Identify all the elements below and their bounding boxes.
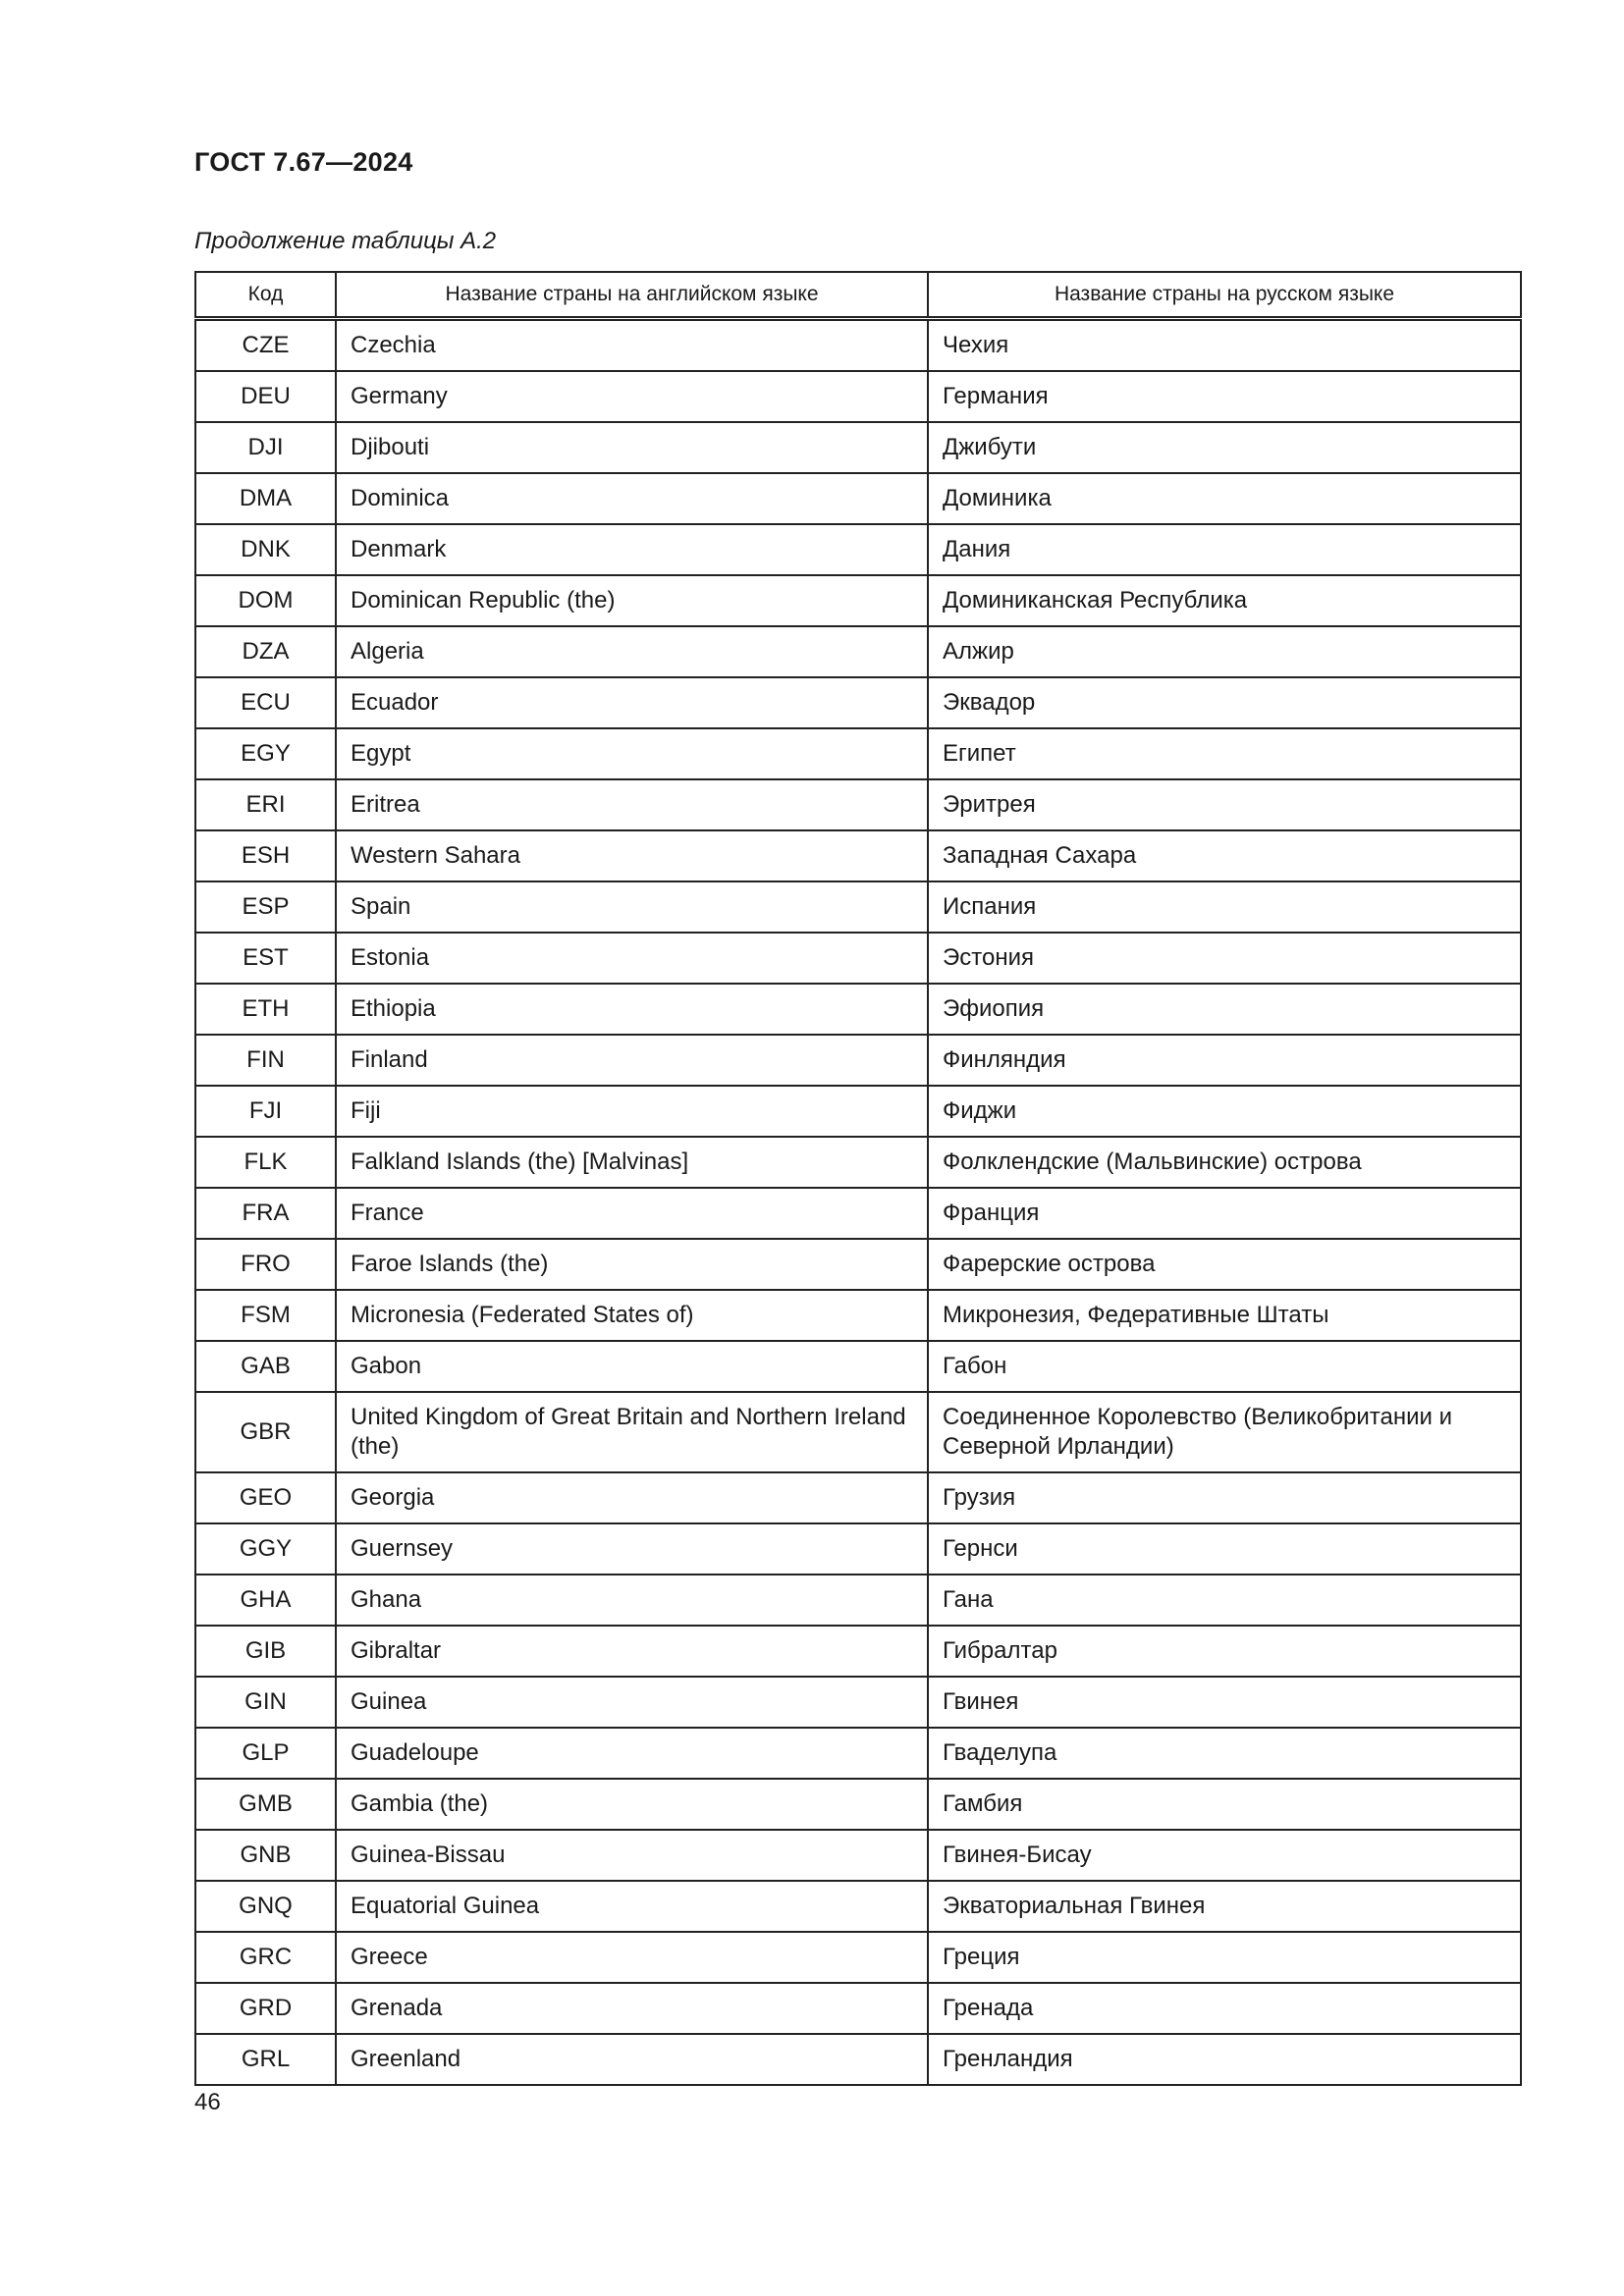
english-name-cell: Eritrea bbox=[336, 779, 928, 830]
table-row bbox=[195, 1239, 1521, 1290]
russian-name-cell: Эритрея bbox=[928, 779, 1521, 830]
country-code-cell: ERI bbox=[195, 779, 336, 830]
russian-name-cell: Алжир bbox=[928, 626, 1521, 677]
table-row bbox=[195, 319, 1521, 372]
table-row bbox=[195, 830, 1521, 881]
russian-name-cell: Гамбия bbox=[928, 1779, 1521, 1830]
english-name-cell: Germany bbox=[336, 371, 928, 422]
english-name-cell: Czechia bbox=[336, 319, 928, 372]
country-code-cell: FLK bbox=[195, 1137, 336, 1188]
english-name-cell: Estonia bbox=[336, 933, 928, 984]
table-row bbox=[195, 1035, 1521, 1086]
english-name-cell: Ecuador bbox=[336, 677, 928, 728]
country-code-cell: GEO bbox=[195, 1472, 336, 1523]
table-row bbox=[195, 677, 1521, 728]
country-code-cell: FRO bbox=[195, 1239, 336, 1290]
country-code-cell: EST bbox=[195, 933, 336, 984]
english-name-cell: Spain bbox=[336, 881, 928, 933]
table-row bbox=[195, 2034, 1521, 2085]
table-row bbox=[195, 779, 1521, 830]
english-name-cell: Western Sahara bbox=[336, 830, 928, 881]
table-row bbox=[195, 1728, 1521, 1779]
country-code-cell: DZA bbox=[195, 626, 336, 677]
table-row bbox=[195, 1575, 1521, 1626]
english-name-cell: Djibouti bbox=[336, 422, 928, 473]
table-row bbox=[195, 1472, 1521, 1523]
russian-name-cell: Чехия bbox=[928, 319, 1521, 372]
country-code-cell: GRD bbox=[195, 1983, 336, 2034]
russian-name-cell: Доминиканская Республика bbox=[928, 575, 1521, 626]
english-name-cell: Georgia bbox=[336, 1472, 928, 1523]
country-code-cell: DMA bbox=[195, 473, 336, 524]
table-row bbox=[195, 371, 1521, 422]
country-codes-table bbox=[194, 271, 1522, 2086]
table-row bbox=[195, 1290, 1521, 1341]
country-code-cell: FSM bbox=[195, 1290, 336, 1341]
table-row bbox=[195, 1677, 1521, 1728]
table-row bbox=[195, 1523, 1521, 1575]
russian-name-cell: Гвинея bbox=[928, 1677, 1521, 1728]
table-row bbox=[195, 1626, 1521, 1677]
english-name-cell: Faroe Islands (the) bbox=[336, 1239, 928, 1290]
country-code-cell: GBR bbox=[195, 1392, 336, 1472]
table-caption: Продолжение таблицы А.2 bbox=[194, 228, 497, 254]
table-row bbox=[195, 1983, 1521, 2034]
country-code-cell: GRC bbox=[195, 1932, 336, 1983]
english-name-cell: France bbox=[336, 1188, 928, 1239]
table-row bbox=[195, 984, 1521, 1035]
english-name-cell: Grenada bbox=[336, 1983, 928, 2034]
english-name-cell: Algeria bbox=[336, 626, 928, 677]
table-row bbox=[195, 881, 1521, 933]
russian-name-cell: Гвинея-Бисау bbox=[928, 1830, 1521, 1881]
column-header-code: Код bbox=[195, 272, 336, 319]
table-row bbox=[195, 575, 1521, 626]
english-name-cell: Gabon bbox=[336, 1341, 928, 1392]
english-name-cell: Gibraltar bbox=[336, 1626, 928, 1677]
russian-name-cell: Микронезия, Федеративные Штаты bbox=[928, 1290, 1521, 1341]
country-code-cell: FJI bbox=[195, 1086, 336, 1137]
country-code-cell: DNK bbox=[195, 524, 336, 575]
page-number: 46 bbox=[194, 2089, 221, 2115]
english-name-cell: Gambia (the) bbox=[336, 1779, 928, 1830]
country-code-cell: ETH bbox=[195, 984, 336, 1035]
table-row bbox=[195, 1932, 1521, 1983]
russian-name-cell: Соединенное Королевство (Великобритании и Северной Ирландии) bbox=[928, 1392, 1521, 1472]
country-code-cell: DEU bbox=[195, 371, 336, 422]
russian-name-cell: Фиджи bbox=[928, 1086, 1521, 1137]
english-name-cell: Guernsey bbox=[336, 1523, 928, 1575]
russian-name-cell: Джибути bbox=[928, 422, 1521, 473]
russian-name-cell: Греция bbox=[928, 1932, 1521, 1983]
table-row bbox=[195, 933, 1521, 984]
russian-name-cell: Габон bbox=[928, 1341, 1521, 1392]
english-name-cell: United Kingdom of Great Britain and Northern Ireland (the) bbox=[336, 1392, 928, 1472]
country-code-cell: CZE bbox=[195, 319, 336, 372]
russian-name-cell: Гваделупа bbox=[928, 1728, 1521, 1779]
country-code-cell: GIB bbox=[195, 1626, 336, 1677]
table-row bbox=[195, 1392, 1521, 1472]
country-code-cell: ECU bbox=[195, 677, 336, 728]
table-row bbox=[195, 1086, 1521, 1137]
russian-name-cell: Испания bbox=[928, 881, 1521, 933]
country-code-cell: GNQ bbox=[195, 1881, 336, 1932]
russian-name-cell: Финляндия bbox=[928, 1035, 1521, 1086]
english-name-cell: Greece bbox=[336, 1932, 928, 1983]
country-code-cell: GMB bbox=[195, 1779, 336, 1830]
russian-name-cell: Фарерские острова bbox=[928, 1239, 1521, 1290]
country-code-cell: GLP bbox=[195, 1728, 336, 1779]
russian-name-cell: Эстония bbox=[928, 933, 1521, 984]
english-name-cell: Egypt bbox=[336, 728, 928, 779]
country-code-cell: EGY bbox=[195, 728, 336, 779]
table-row bbox=[195, 1341, 1521, 1392]
english-name-cell: Dominica bbox=[336, 473, 928, 524]
english-name-cell: Dominican Republic (the) bbox=[336, 575, 928, 626]
country-code-cell: FIN bbox=[195, 1035, 336, 1086]
table-row bbox=[195, 1881, 1521, 1932]
country-code-cell: GNB bbox=[195, 1830, 336, 1881]
country-code-cell: GAB bbox=[195, 1341, 336, 1392]
russian-name-cell: Фолклендские (Мальвинские) острова bbox=[928, 1137, 1521, 1188]
country-code-cell: ESP bbox=[195, 881, 336, 933]
english-name-cell: Greenland bbox=[336, 2034, 928, 2085]
table-row bbox=[195, 728, 1521, 779]
table-row bbox=[195, 524, 1521, 575]
english-name-cell: Fiji bbox=[336, 1086, 928, 1137]
russian-name-cell: Дания bbox=[928, 524, 1521, 575]
english-name-cell: Equatorial Guinea bbox=[336, 1881, 928, 1932]
english-name-cell: Guinea bbox=[336, 1677, 928, 1728]
english-name-cell: Guadeloupe bbox=[336, 1728, 928, 1779]
russian-name-cell: Доминика bbox=[928, 473, 1521, 524]
russian-name-cell: Экваториальная Гвинея bbox=[928, 1881, 1521, 1932]
table-row bbox=[195, 1830, 1521, 1881]
russian-name-cell: Гренландия bbox=[928, 2034, 1521, 2085]
column-header-russian-name: Название страны на русском языке bbox=[928, 272, 1521, 319]
table-row bbox=[195, 1137, 1521, 1188]
russian-name-cell: Гернси bbox=[928, 1523, 1521, 1575]
document-standard-title: ГОСТ 7.67—2024 bbox=[194, 147, 413, 177]
table-row bbox=[195, 1188, 1521, 1239]
country-code-cell: GIN bbox=[195, 1677, 336, 1728]
russian-name-cell: Грузия bbox=[928, 1472, 1521, 1523]
table-row bbox=[195, 626, 1521, 677]
table-row bbox=[195, 473, 1521, 524]
russian-name-cell: Гана bbox=[928, 1575, 1521, 1626]
english-name-cell: Denmark bbox=[336, 524, 928, 575]
country-code-cell: GHA bbox=[195, 1575, 336, 1626]
table-header-row bbox=[195, 272, 1521, 319]
english-name-cell: Micronesia (Federated States of) bbox=[336, 1290, 928, 1341]
column-header-english-name: Название страны на английском языке bbox=[336, 272, 928, 319]
english-name-cell: Ethiopia bbox=[336, 984, 928, 1035]
russian-name-cell: Западная Сахара bbox=[928, 830, 1521, 881]
country-code-cell: GGY bbox=[195, 1523, 336, 1575]
english-name-cell: Finland bbox=[336, 1035, 928, 1086]
table-row bbox=[195, 422, 1521, 473]
english-name-cell: Ghana bbox=[336, 1575, 928, 1626]
russian-name-cell: Германия bbox=[928, 371, 1521, 422]
russian-name-cell: Эквадор bbox=[928, 677, 1521, 728]
russian-name-cell: Гибралтар bbox=[928, 1626, 1521, 1677]
country-code-cell: DJI bbox=[195, 422, 336, 473]
country-code-cell: GRL bbox=[195, 2034, 336, 2085]
russian-name-cell: Египет bbox=[928, 728, 1521, 779]
country-code-cell: FRA bbox=[195, 1188, 336, 1239]
english-name-cell: Falkland Islands (the) [Malvinas] bbox=[336, 1137, 928, 1188]
russian-name-cell: Гренада bbox=[928, 1983, 1521, 2034]
russian-name-cell: Франция bbox=[928, 1188, 1521, 1239]
country-code-cell: ESH bbox=[195, 830, 336, 881]
country-code-cell: DOM bbox=[195, 575, 336, 626]
russian-name-cell: Эфиопия bbox=[928, 984, 1521, 1035]
table-row bbox=[195, 1779, 1521, 1830]
english-name-cell: Guinea-Bissau bbox=[336, 1830, 928, 1881]
